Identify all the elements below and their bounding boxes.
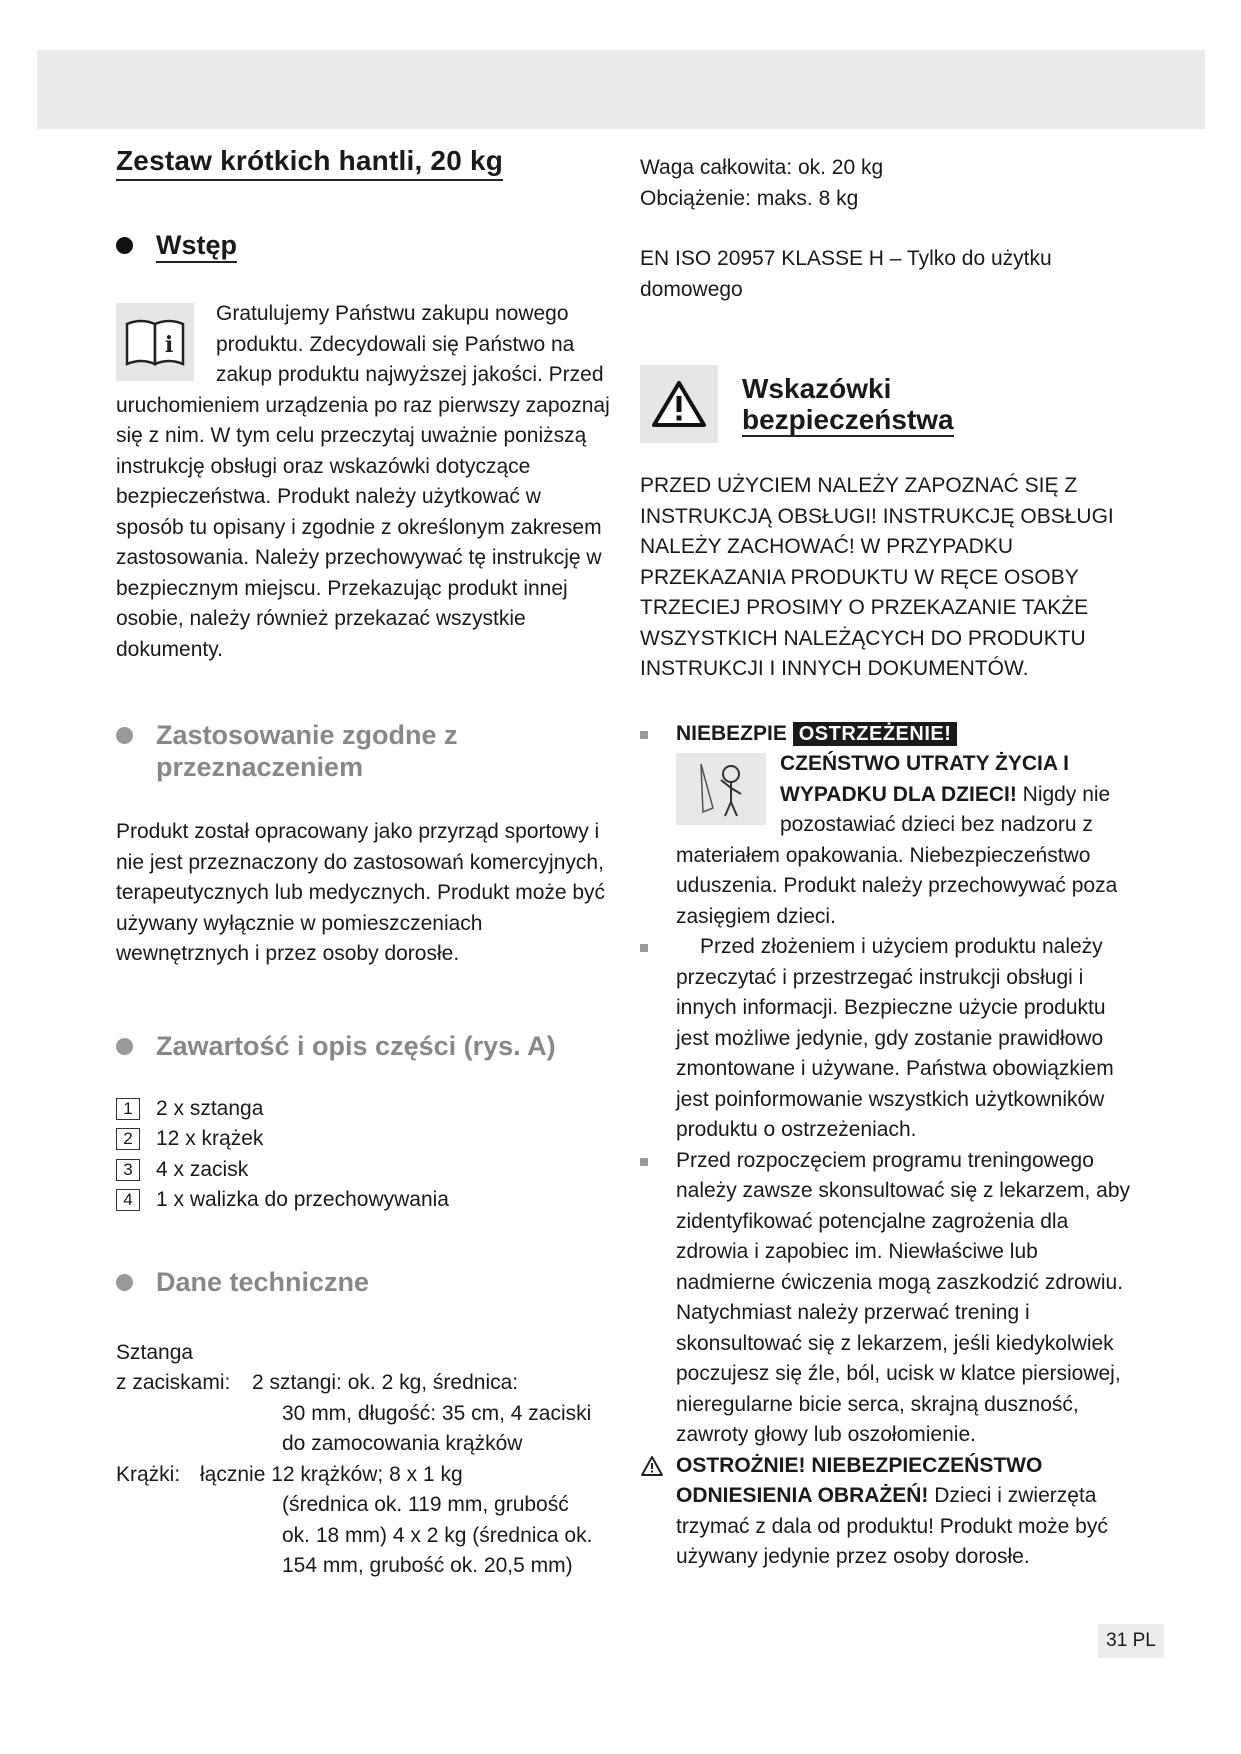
right-column [640,153,1140,1573]
caution-block: OSTROŻNIE! NIEBEZPIECZEŃSTWO ODNIESIENIA OBRAŻEŃ! Dzieci i zwierzęta trzymać z dala od produktu! Produkt może być używany jedynie przez osoby dorosłe. [640,1451,1140,1573]
list-item: 3 4 x zacisk [116,1155,610,1186]
warning-badge: OSTRZEŻENIE! [793,722,958,746]
bullet-dot-icon [116,727,133,744]
safety-caps-text: PRZED UŻYCIEM NALEŻY ZAPOZNAĆ SIĘ Z INSTRUKCJĄ OBSŁUGI! INSTRUKCJĘ OBSŁUGI NALEŻY ZACHOWAĆ! W PRZYPADKU PRZEKAZANIA PRODUKTU W RĘCE OSOBY TRZECIEJ PROSIMY O PRZEKAZANIE TAKŻE WSZYSTKICH NALEŻĄCYCH DO PRODUKTU INSTRUKCJI I INNYCH DOKUMENTÓW. [640,474,1114,680]
page-number: 31 PL [1098,1624,1164,1658]
list-item: 1 2 x sztanga [116,1094,610,1125]
warning-triangle-icon [640,365,718,443]
section-heading-contents: Zawartość i opis części (rys. A) [116,1030,610,1062]
svg-text:i: i [164,332,174,358]
tech-bar-label: Sztanga [116,1340,194,1364]
manual-info-icon [116,303,194,381]
list-item: 2 12 x krążek [116,1124,610,1155]
bullet-square-icon [640,1158,648,1166]
safety-bullet-children: NIEBEZPIE OSTRZEŻENIE! CZEŃSTWO UTRATY ŻYCIA I WYPADKU DLA DZIECI! Nigdy nie pozostawiać dzieci bez nadzoru z materiałem opakowania. Niebezpieczeństwo uduszenia. Produkt należy przechowywać poza zasięgiem dzieci. [640,719,1140,933]
standard-text: EN ISO 20957 KLASSE H – Tylko do użytku domowego [640,247,1052,301]
total-weight: Waga całkowita: ok. 20 kg [640,156,884,179]
safety-bullet-instructions: Przed złożeniem i użyciem produktu należy przeczytać i przestrzegać instrukcji obsługi i innych informacji. Bezpieczne użycie produktu jest możliwe jedynie, gdy zostanie prawidłowo zmontowane i używane. Państwa obowiązkiem jest poinformowanie wszystkich użytkowników produktu o ostrzeżeniach. [640,932,1140,1146]
document-title: Zestaw krótkich hantli, 20 kg [116,145,503,181]
bullet-dot-icon [116,1274,133,1291]
parts-list [116,1094,610,1216]
bullet-dot-icon [116,237,133,254]
child-warning-icon [676,753,766,825]
list-item: 4 1 x walizka do przechowywania [116,1185,610,1216]
tech-data: Sztanga z zaciskami: 2 sztangi: ok. 2 kg, średnica: 30 mm, długość: 35 cm, 4 zaciski do zamocowania krążków Krążki: łącznie 12 krążków; 8 x 1 kg (średnica ok. 119 mm, grubość ok. 18 mm) 4 x 2 kg (średnica ok. 154 mm, grubość ok. 20,5 mm) [116,1338,610,1582]
bullet-square-icon [640,731,648,739]
max-load: Obciążenie: maks. 8 kg [640,186,859,210]
intro-block [116,299,610,665]
section-heading-tech: Dane techniczne [116,1266,610,1298]
section-heading-use: Zastosowanie zgodne z przeznaczeniem [116,719,610,783]
intro-text: Gratulujemy Państwu zakupu nowego produktu. Zdecydowali się Państwo na zakup produktu najwyższej jakości. Przed uruchomieniem urządzenia po raz pierwszy zapoznaj się z nim. W tym celu przeczytaj uważnie poniższą instrukcję obsługi oraz wskazówki dotyczące bezpieczeństwa. Produkt należy użytkować w sposób tu opisany i zgodnie z określonym zakresem zastosowania. Należy przechowywać tę instrukcję w bezpiecznym miejscu. Przekazując produkt innej osobie, należy również przekazać wszystkie dokumenty. [116,302,610,661]
header-bar [37,50,1205,129]
caution-triangle-icon [640,1455,664,1477]
section-heading-intro: Wstęp [116,229,610,263]
bullet-dot-icon [116,1038,133,1055]
use-text: Produkt został opracowany jako przyrząd sportowy i nie jest przeznaczony do zastosowań komercyjnych, terapeutycznych lub medycznych. Produkt może być używany wyłącznie w pomieszczeniach wewnętrznych i przez osoby dorosłe. [116,820,606,965]
bullet-square-icon [640,944,648,952]
safety-heading: Wskazówki bezpieczeństwa [640,365,1140,443]
safety-bullet-doctor: Przed rozpoczęciem programu treningowego należy zawsze skonsultować się z lekarzem, aby zidentyfikować potencjalne zagrożenia dla zdrowia i zapobiec im. Niewłaściwe lub nadmierne ćwiczenia mogą zaszkodzić zdrowiu. Natychmiast należy przerwać trening i skonsultować się z lekarzem, jeśli kiedykolwiek poczujesz się źle, ból, ucisk w klatce piersiowej, nieregularne bicie serca, skrajną duszność, zawroty głowy lub oszołomienie. [640,1146,1140,1451]
left-column [116,145,610,1582]
